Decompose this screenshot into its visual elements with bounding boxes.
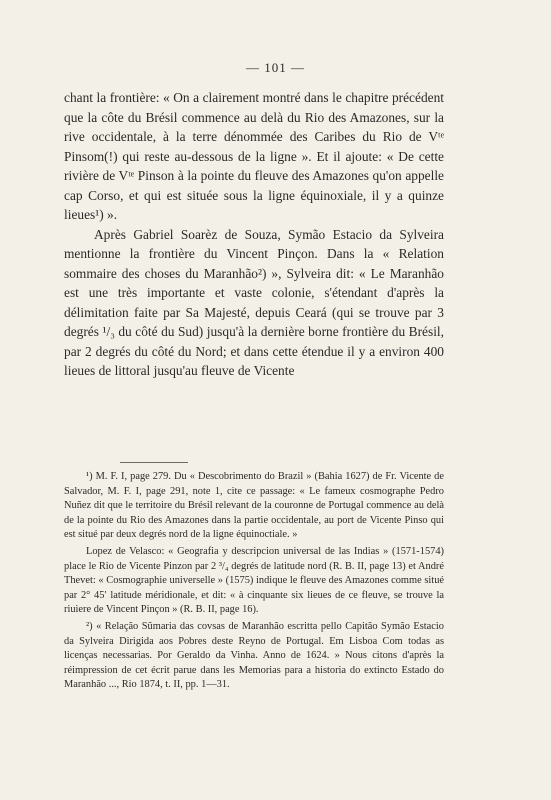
footnote-divider xyxy=(120,462,188,463)
paragraph-2: Après Gabriel Soarèz de Souza, Symão Estacio da Sylveira mentionne la frontière du Vincent Pinçon. Dans la « Relation sommaire des choses du Maranhão²) », Sylveira dit: « Le Maranhão est une très importante et vaste colonie, s'étendant d'après la délimitation faite par Sa Majesté, depuis Ceará (qui se trouve par 3 degrés ¹/₃ du côté du Sud) jusqu'à la dernière borne frontière du Brésil, par 2 degrés du côté du Nord; et dans cette étendue il y a environ 400 lieues de littoral jusqu'au fleuve de Vicente xyxy=(64,226,444,378)
main-text xyxy=(64,88,444,381)
footnotes xyxy=(64,470,444,693)
footnote-1: ¹) M. F. I, page 279. Du « Descobrimento do Brazil » (Bahia 1627) de Fr. Vicente de Salvador, M. F. I, page 291, note 1, cite ce passage: « Le fameux cosmographe Pedro Nuñez dit que le territoire du Brésil relevant de la couronne de Portugal commence au delà de la pointe du Rio des Amazones dans la partie occidentale, au port de Vicente Pinso qui est situé par deux degrés nord de la ligne équinoctiale. » xyxy=(64,471,444,541)
page-number: — 101 — xyxy=(246,60,305,75)
paragraph-1: chant la frontière: « On a clairement montré dans le chapitre précédent que la côte du Brésil commence au delà du Rio des Amazones, sur la rive occidentale, à la terre dénommée des Caribes du Rio de Vᵗᵉ Pinsom(!) qui reste au-dessous de la ligne ». Et il ajoute: « De cette rivière de Vᵗᵉ Pinson à la pointe du fleuve des Amazones qu'on appelle cap Corso, et qui est située sous la ligne équinoxiale, il y a quinze lieues¹) ». xyxy=(64,90,444,222)
footnote-2: ²) « Relação Sũmaria das covsas de Maranhão escritta pello Capitão Symão Estacio da Sylveira Dirigida aos Pobres deste Reyno de Portugal. Em Lisboa Com todas as licenças necessarias. Por Geraldo da Vinha. Anno de 1624. » Nous citons d'après la réimpression de cet écrit parue dans les Memorias para a historia do extincto Estado do Maranhão ..., Rio 1874, t. II, pp. 1—31. xyxy=(64,620,444,691)
footnote-1-continuation: Lopez de Velasco: « Geografia y descripcion universal de las Indias » (1571-1574) place le Rio de Vicente Pinzon par 2 ³/₄ degrés de latitude nord (R. B. II, page 13) et André Thevet: « Cosmographie universelle » (1575) indique le fleuve des Amazones comme situé par 2° 45′ latitude méridionale, et dit: « à cinquante six lieues de ce fleuve, se trouve la riuiere de Vincent Pinçon » (R. B. II, page 16). xyxy=(64,545,444,616)
